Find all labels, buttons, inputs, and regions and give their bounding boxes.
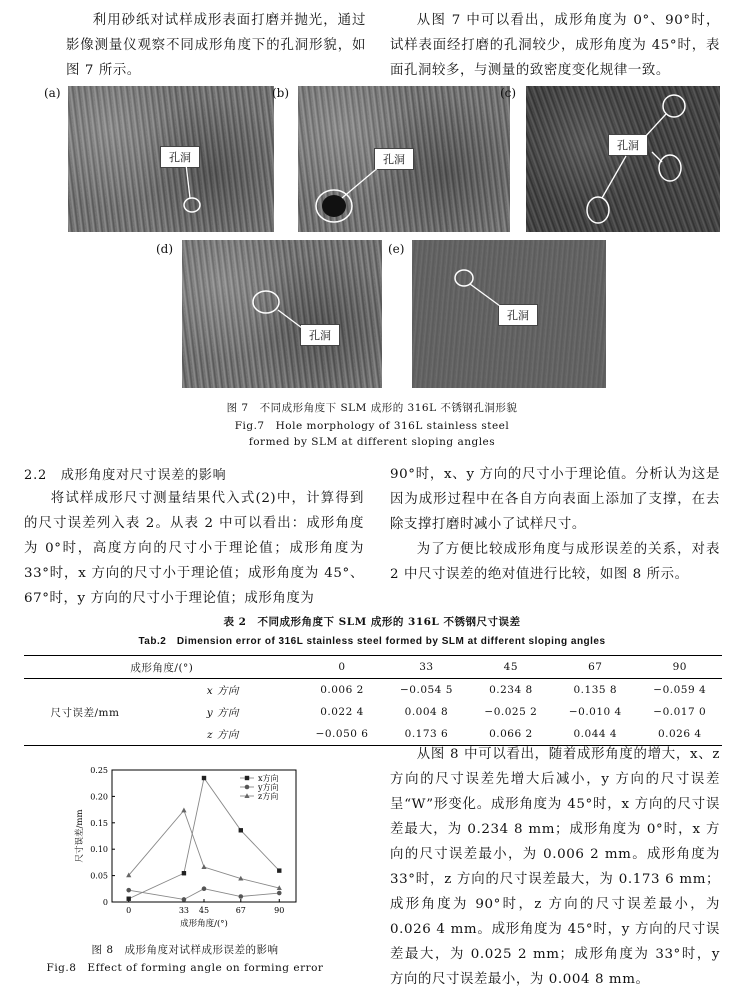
table2-dir: y 方向 (206, 706, 240, 719)
panel-label-b: (b) (272, 86, 290, 100)
series-line (129, 810, 280, 888)
data-point (201, 864, 206, 869)
right-paragraph-1: 90°时，x、y 方向的尺寸小于理论值。分析认为这是因为成形过程中在各自方向表面上添加了支撑，在去除支撑打磨时减小了试样尺寸。 (390, 467, 720, 532)
table2-header-row (24, 656, 722, 679)
table2-cell: −0.025 2 (484, 706, 538, 718)
annotation-e (412, 240, 606, 388)
table2-cell: 0.026 4 (657, 728, 702, 740)
table2-cell: 0.066 2 (489, 728, 533, 740)
legend-label: z方向 (258, 792, 279, 801)
hole-label: 孔洞 (300, 324, 340, 346)
table2 (24, 655, 722, 746)
table2-angle: 45 (503, 661, 519, 673)
table2-cell: −0.010 4 (568, 706, 622, 718)
section-heading: 2.2 成形角度对尺寸误差的影响 (24, 468, 227, 483)
data-point (202, 776, 206, 780)
y-tick-label: 0.10 (90, 845, 108, 855)
table2-angle: 67 (588, 661, 603, 673)
panel-label-a: (a) (44, 86, 61, 100)
table2-angle: 90 (672, 661, 687, 673)
left-paragraph: 将试样成形尺寸测量结果代入式(2)中，计算得到的尺寸误差列入表 2。从表 2 中可以看出：成形角度为 0°时，高度方向的尺寸小于理论值；成形角度为 33°时，x 方向的尺寸小于理论值；成形角度为 45°、67°时，y 方向的尺寸小于理论值；成形角度为 (24, 491, 364, 606)
panel-label-d: (d) (156, 242, 174, 256)
y-tick-label: 0.25 (90, 766, 108, 775)
table2-cell: 0.135 8 (573, 684, 618, 696)
data-point (127, 897, 131, 901)
data-point (126, 888, 131, 893)
legend-label: x方向 (258, 774, 279, 783)
data-point (245, 785, 250, 790)
table2-cell: 0.044 4 (573, 728, 618, 740)
table2-header-label: 成形角度/(°) (130, 661, 194, 674)
data-point (202, 886, 207, 891)
x-axis-label: 成形角度/(°) (180, 919, 228, 929)
fig8-caption-cn: 图 8 成形角度对试样成形误差的影响 (91, 944, 279, 956)
x-tick-label: 90 (274, 906, 285, 915)
panel-label-c: (c) (500, 86, 517, 100)
table2-cell: 0.004 8 (404, 706, 449, 718)
top-left-paragraph: 利用砂纸对试样成形表面打磨并抛光，通过影像测量仪观察不同成形角度下的孔洞形貌，如图 7 所示。 (66, 13, 366, 78)
top-right-paragraph: 从图 7 中可以看出，成形角度为 0°、90°时，试样表面经打磨的孔洞较少，成形角度为 45°时，表面孔洞较多，与测量的致密度变化规律一致。 (390, 13, 720, 78)
annotation-a (68, 86, 274, 232)
table2-title-en: Tab.2 Dimension error of 316L stainless steel formed by SLM at different sloping angles (138, 636, 606, 647)
table2-cell: 0.173 6 (404, 728, 449, 740)
table2-angle: 33 (419, 661, 434, 673)
table2-cell: −0.050 6 (315, 728, 369, 740)
panel-label-e: (e) (388, 242, 405, 256)
table2-title-cn: 表 2 不同成形角度下 SLM 成形的 316L 不锈钢尺寸误差 (223, 616, 521, 628)
table2-cell: 0.022 4 (320, 706, 364, 718)
y-tick-label: 0.20 (90, 792, 108, 802)
annotation-d (182, 240, 382, 388)
y-tick-label: 0.15 (90, 818, 108, 828)
annotation-b (298, 86, 510, 232)
bottom-right-paragraph: 从图 8 中可以看出，随着成形角度的增大，x、z 方向的尺寸误差先增大后减小，y 方向的尺寸误差呈“W”形变化。成形角度为 45°时，x 方向的尺寸误差最大，为 0.234 8 mm；成形角度为 0°时，x 方向的尺寸误差最小，为 0.006 2 mm。成形角度为 33°时，z 方向的尺寸误差最大，为 0.173 6 mm；成形角度为 90°时，z 方向的尺寸误差最小，为 0.026 4 mm。成形角度为 45°时，y 方向的尺寸误差最大，为 0.025 2 mm；成形角度为 33°时，y 方向的尺寸误差最小，为 0.004 8 mm。 (390, 747, 720, 987)
hole-label: 孔洞 (498, 304, 538, 326)
hole-label: 孔洞 (160, 146, 200, 168)
fig7-caption-cn: 图 7 不同成形角度下 SLM 成形的 316L 不锈钢孔洞形貌 (226, 402, 518, 414)
fig8-chart (60, 752, 316, 934)
right-paragraph-2: 为了方便比较成形角度与成形误差的关系，对表 2 中尺寸误差的绝对值进行比较，如图 8 所示。 (390, 542, 720, 582)
fig8-caption-en: Fig.8 Effect of forming angle on forming error (46, 962, 324, 974)
table2-cell: 0.006 2 (320, 684, 364, 696)
x-tick-label: 33 (178, 906, 190, 915)
data-point (182, 897, 187, 902)
table-row (24, 679, 722, 702)
table2-angle: 0 (338, 661, 346, 673)
data-point (277, 891, 282, 896)
data-point (239, 894, 244, 899)
table2-dir: x 方向 (206, 684, 240, 697)
table2-row-group-label: 尺寸误差/mm (50, 706, 120, 719)
data-point (277, 868, 281, 872)
hole-label: 孔洞 (608, 134, 648, 156)
y-tick-label: 0.05 (90, 871, 108, 881)
fig7-caption-en-2: formed by SLM at different sloping angles (248, 436, 496, 448)
annotation-c (526, 86, 720, 232)
y-axis-label: 尺寸误差/mm (75, 809, 85, 863)
data-point (181, 808, 186, 813)
data-point (245, 776, 249, 780)
legend-label: y方向 (258, 783, 279, 792)
table2-cell: −0.054 5 (400, 684, 453, 696)
x-tick-label: 0 (126, 906, 132, 915)
table2-cell: −0.017 0 (653, 706, 707, 718)
series-line (129, 778, 280, 899)
table2-cell: 0.234 8 (489, 684, 533, 696)
hole-label: 孔洞 (374, 148, 414, 170)
data-point (182, 871, 186, 875)
x-tick-label: 45 (198, 906, 210, 915)
x-tick-label: 67 (235, 906, 246, 915)
fig7-caption-en-1: Fig.7 Hole morphology of 316L stainless steel (234, 420, 510, 432)
table2-cell: −0.059 4 (653, 684, 707, 696)
table2-dir: z 方向 (206, 728, 239, 741)
data-point (239, 828, 243, 832)
y-tick-label: 0 (102, 898, 108, 907)
